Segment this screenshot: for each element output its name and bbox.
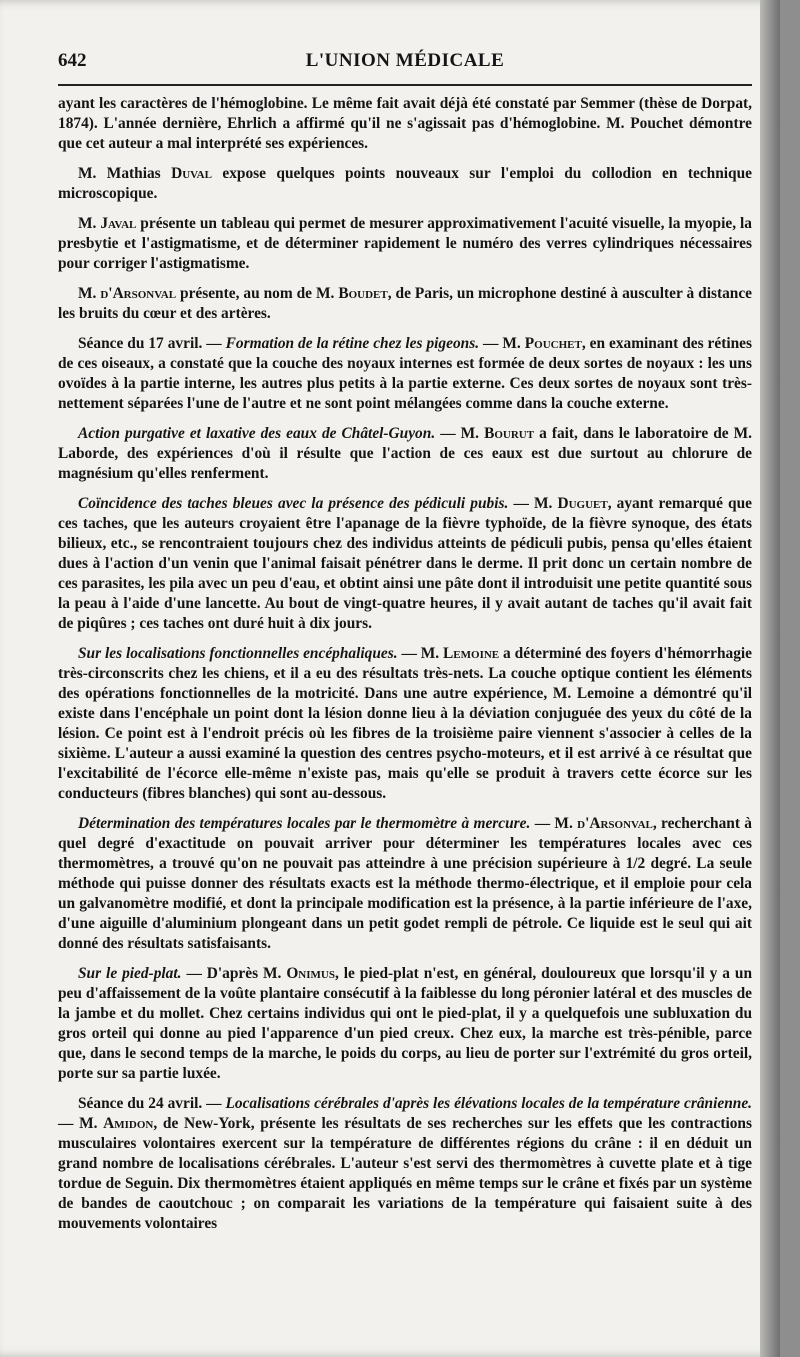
paragraph [58, 164, 752, 204]
text-run: , en examinant des rétines de ces oiseaux, a constaté que la couche des noyaux internes est formée de deux sortes de noyaux : les uns ovoïdes à la partie interne, les autres plus petits à la partie externe. Ces deux sortes de noyaux sont très-nettement séparées l'une de l'autre et ne sont point mélangées comme dans la couche externe. [58, 335, 752, 412]
section-title: Formation de la rétine chez les pigeons. [225, 335, 480, 352]
author-name: Duval [171, 165, 212, 182]
text-run: , recherchant à quel degré d'exactitude on pouvait arriver pour déterminer les températures locales avec ces thermomètres, a trouvé qu'on ne pouvait pas atteindre à une précision supérieure à 1/2 degré. La seule méthode qui puisse donner des résultats exacts est la méthode thermo-électrique, et il emploie pour cela un galvanomètre modifié, et dont la principale modification est la présence, à la partie inférieure de l'axe, d'une aiguille d'aluminium plongeant dans un petit godet rempli de pétrole. Ce liquide est le seul qui ait donné des résultats satisfaisants. [58, 815, 752, 952]
paragraph [58, 94, 752, 154]
section-title: Détermination des températures locales par le thermomètre à mercure. [78, 815, 531, 832]
text-run: , de Paris, un microphone destiné à ausculter à distance les bruits du cœur et des artères. [58, 285, 752, 322]
author-name: Lemoine [443, 645, 500, 662]
text-run: , ayant remarqué que ces taches, que les auteurs croyaient être l'apanage de la fièvre typhoïde, de la fièvre synoque, des états bilieux, etc., se rencontraient toujours chez des individus atteints de pédiculi pubis, pensa qu'elles étaient dues à l'action d'un venin que l'animal faisait pénétrer dans le derme. Il prit donc un certain nombre de ces parasites, les pila avec un peu d'eau, et obtint ainsi une pâte dont il introduisit une petite quantité sous la peau à l'aide d'une lancette. Au bout de vingt-quatre heures, il y avait autant de taches qu'il avait fait de piqûres ; ces taches ont duré huit à dix jours. [58, 495, 753, 632]
text-run: ayant les caractères de l'hémoglobine. Le même fait avait déjà été constaté par Semmer (thèse de Dorpat, 1874). L'année dernière, Ehrlich a affirmé qu'il ne s'agissait pas d'hémoglobine. M. Pouchet démontre que cet auteur a mal interprété ses expériences. [58, 95, 752, 152]
text-run: expose quelques points nouveaux sur l'emploi du collodion en technique microscopique. [58, 165, 753, 202]
author-name: Duguet [557, 495, 608, 512]
running-title: L'UNION MÉDICALE [305, 50, 505, 71]
paragraph [58, 1094, 752, 1234]
page-number: 642 [58, 50, 87, 71]
author-name: d'Arsonval [100, 285, 177, 302]
text-run: Séance du 17 avril. — [78, 335, 226, 352]
author-name: Boudet [338, 285, 388, 302]
paragraph [58, 964, 752, 1084]
page-header [58, 46, 752, 76]
author-name: Onimus [286, 965, 335, 982]
text-run: a fait, dans le laboratoire de M. Laborde, des expériences d'où il résulte que l'action de ces eaux est due surtout au chlorure de magnésium qu'elles renferment. [58, 425, 753, 482]
header-rule [58, 84, 752, 86]
paragraph [58, 814, 752, 954]
paragraph [58, 284, 752, 324]
text-run: présente, au nom de M. [176, 285, 339, 302]
section-title: Localisations cérébrales d'après les élévations locales de la température crânienne. [225, 1095, 752, 1112]
text-run: M. [78, 215, 101, 232]
author-name: Pouchet [524, 335, 582, 352]
text-run: — M. [397, 645, 444, 662]
text-run: — D'après M. [181, 965, 287, 982]
text-run: Séance du 24 avril. — [78, 1095, 226, 1112]
text-run: — M. [58, 1115, 104, 1132]
section-title: Coïncidence des taches bleues avec la présence des pédiculi pubis. [78, 495, 509, 512]
book-spine-shadow [760, 0, 780, 1357]
text-run: — M. [479, 335, 525, 352]
text-run: — M. [530, 815, 578, 832]
author-name: d'Arsonval [577, 815, 653, 832]
section-title: Action purgative et laxative des eaux de Châtel-Guyon. [78, 425, 436, 442]
paragraph [58, 214, 752, 274]
text-run: , le pied-plat n'est, en général, douloureux que lorsqu'il y a un peu d'affaissement de la voûte plantaire consécutif à la faiblesse du long péronier latéral et des muscles de la jambe et du mollet. Chez certains individus qui ont le pied-plat, il y a quelquefois une subluxation du gros orteil qui donne au pied l'apparence d'un pied creux. Chez eux, la marche est très-pénible, parce que, dans le second temps de la marche, le poids du corps, au lieu de porter sur l'extrémité du gros orteil, porte sur sa partie luxée. [58, 965, 753, 1082]
text-run: présente un tableau qui permet de mesurer approximativement l'acuité visuelle, la myopie, la presbytie et l'astigmatisme, et de déterminer rapidement le numéro des verres cylindriques nécessaires pour corriger l'astigmatisme. [58, 215, 752, 272]
paragraph [58, 494, 752, 634]
text-run: M. [78, 285, 101, 302]
text-run: M. Mathias [78, 165, 172, 182]
author-name: Amidon [103, 1115, 154, 1132]
paragraph [58, 644, 752, 804]
section-title: Sur le pied-plat. [78, 965, 182, 982]
text-run: — M. [508, 495, 558, 512]
text-run: a déterminé des foyers d'hémorrhagie très-circonscrits chez les chiens, et il a eu des résultats très-nets. La couche optique contient les éléments des opérations fonctionnelles de la motricité. Dans une autre expérience, M. Lemoine a démontré qu'il existe dans l'encéphale un point dont la lésion donne lieu à la déviation conjuguée des yeux du côté de la lésion. Ce point est à l'endroit précis où les fibres de la troisième paire viennent s'associer à celles de la sixième. L'auteur a aussi examiné la question des centres psycho-moteurs, et il est arrivé à ce résultat que l'excitabilité de l'écorce elle-même n'existe pas, mais qu'elle se produit à travers cette écorce sur les conducteurs (fibres blanches) qui sont au-dessous. [58, 645, 753, 802]
author-name: Javal [100, 215, 137, 232]
article-body [58, 94, 752, 1244]
text-run: — M. [435, 425, 485, 442]
paragraph [58, 334, 752, 414]
section-title: Sur les localisations fonctionnelles encéphaliques. [78, 645, 398, 662]
author-name: Bourut [484, 425, 535, 442]
text-run: , de New-York, présente les résultats de ses recherches sur les effets que les contractions musculaires volontaires exercent sur la température de différentes régions du crâne : il en déduit un grand nombre de localisations cérébrales. L'auteur s'est servi des thermomètres à cuvette plate et à tige tordue de Seguin. Dix thermomètres étaient appliqués en même temps sur le crâne et fixés par un système de bandes de caoutchouc ; on comparait les variations de la température qui faisaient suite à des mouvements volontaires [58, 1115, 752, 1232]
paragraph [58, 424, 752, 484]
